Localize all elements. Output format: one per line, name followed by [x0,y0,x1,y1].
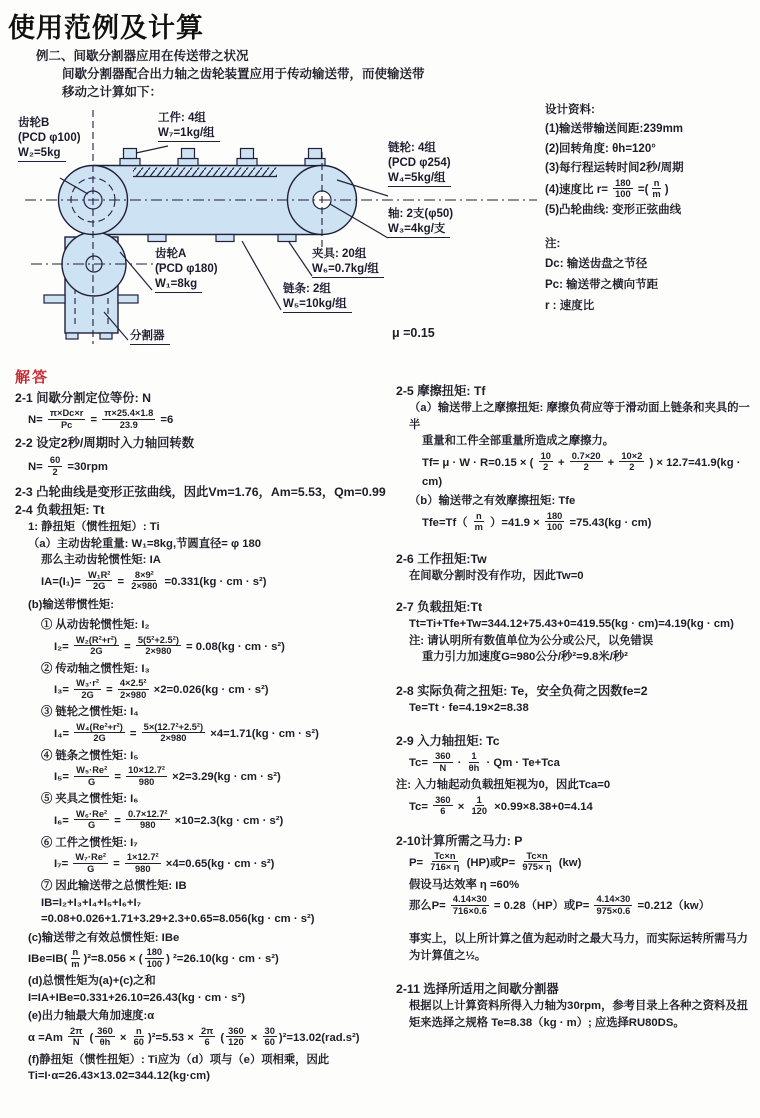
text-line: ① 从动齿轮惯性矩: I₂ [41,619,150,631]
section-heading: 2-10计算所需之马力: P [396,833,523,848]
fraction: $\frac{1}{\theta h}$ [468,751,480,773]
design-data-block [545,100,757,317]
text-line: 注: 请认明所有数值单位为公分或公尺，以免错误 [409,634,654,647]
section-heading: 2-4 负载扭矩: Tt [15,503,105,517]
text-line: ⑥ 工件之惯性矩: I₇ [41,836,138,849]
hatch-band [133,168,277,177]
clamp-tabs [148,235,296,242]
fraction: $\frac{\text{1×12.7²}}{980}$ [126,852,159,874]
label-clamp [312,247,384,278]
label-line: 分割器 [130,329,170,345]
section-heading: 2-8 实际负荷之扭矩: Te，安全负荷之因数fe=2 [396,683,648,698]
text-line: 为计算值之½。 [409,949,487,962]
text-line: N= $\frac{\pi\times Dc\times r}{Pc}$ = $\frac{\pi\times 25.4\times 1.8}{23.9}$ =6 [28,408,174,430]
text-line: N= $\frac{60}{2}$ =30rpm [28,455,108,477]
fraction: $\frac{\text{W₄(Re²+r²)}}{2G}$ [76,721,123,743]
text-line: IA=(I₁)= $\frac{\text{W₁R²}}{2G}$ = $\frac{\text{8×9²}}{2\times 980}$ =0.331(kg · cm · s²) [41,569,267,591]
text-line: （a）输送带上之摩擦扭矩: 摩擦负荷应等于滑动面上链条和夹具的一半 [409,402,750,431]
text-line: (f)静扭矩（惯性扭矩）: Ti应为（d）项与（e）项相乘，因此 [28,1053,330,1066]
text-line: I₃= $\frac{\text{W₃·r²}}{2G}$ = $\frac{\text{4×2.5²}}{2\times 980}$ ×2=0.026(kg · cm · s²) [54,678,269,700]
design-note-items [545,254,757,317]
label-line: 齿轮A [155,248,187,260]
fraction: $\frac{\text{W₃·r²}}{2G}$ [76,678,99,700]
text-line: 事实上，以上所计算之值为起动时之最大马力，而实际运转所需马力 [409,933,748,945]
label-line: W₇=1kg/组 [158,126,220,142]
label-line: 轴: 2支(φ50) [388,208,454,220]
fraction: $\frac{\text{5(5²+2.5²)}}{2\times 980}$ [137,634,179,656]
fraction: $\frac{\text{0.7×12.7²}}{980}$ [127,808,168,830]
label-line: W₅=10kg/组 [283,297,352,313]
text-line: 重量和工件全部重量所造成之摩擦力。 [422,435,615,447]
page-title: 使用范例及计算 [8,13,204,43]
label-line: W₁=8kg [155,277,202,293]
fraction: $\frac{4.14\times 30}{716\times 0.6}$ [452,894,487,916]
text-line: 注: 入力轴起动负载扭矩视为0，因此Tca=0 [396,779,611,791]
fraction: $\frac{180}{100}$ [146,947,163,969]
label-line: (PCD φ100) [18,132,81,144]
fraction: $\frac{360}{N}$ [435,751,451,773]
section-heading: 2-7 负载扭矩:Tt [396,600,483,614]
workpieces [120,149,325,166]
label-line: 链条: 2组 [283,283,331,295]
text-line: (c)输送带之有效总惯性矩: IBe [28,931,180,944]
label-line: W₄=5kg/组 [388,171,451,187]
text-line: Tfe=Tf（ $\frac{n}{m}$ ）=41.9 × $\frac{180}{100}$ =75.43(kg · cm) [422,510,652,532]
label-gear-b [18,116,81,162]
text-line: （a）主动齿轮重量: W₁=8kg,节圆直径= φ 180 [28,537,262,550]
text-line: 例二、间歇分割器应用在传送带之状况 [36,49,249,63]
fraction: $\frac{4.14\times 30}{975\times 0.6}$ [596,894,631,916]
section-heading: 2-3 凸轮曲线是变形正弦曲线，因此Vm=1.76，Am=5.53，Qm=0.99 [15,485,386,499]
section-heading: 2-6 工作扭矩:Tw [396,551,487,566]
label-line: (PCD φ254) [388,157,451,169]
fraction: $\frac{n}{m}$ [71,947,80,969]
text-line: ② 传动轴之惯性矩: I₃ [41,662,150,675]
fraction: $\frac{30}{60}$ [264,1025,275,1047]
text-line: I₅= $\frac{\text{W₅·Re²}}{G}$ = $\frac{\text{10×12.7²}}{980}$ ×2=3.29(kg · cm · s²) [54,765,281,787]
text-line: ⑤ 夹具之惯性矩: I₆ [41,793,139,805]
fraction: $\frac{\text{4×2.5²}}{2\times 980}$ [119,678,147,700]
conveyor-diagram [15,98,545,368]
fraction: $\frac{10}{2}$ [540,450,551,472]
text-line: IBe=IB( $\frac{n}{m}$ )²=8.056 × ( $\frac{180}{100}$ ) ²=26.10(kg · cm · s²) [28,947,279,969]
label-line: W₂=5kg [18,146,66,162]
fraction: $\frac{2\pi}{6}$ [200,1025,214,1047]
label-line: 夹具: 20组 [312,248,367,260]
label-line: 齿轮B [18,117,50,129]
section-heading: 2-2 设定2秒/周期时入力轴回转数 [15,436,195,450]
fraction: $\frac{n}{m}$ [652,177,661,199]
text-line: Tc= $\frac{360}{6}$ × $\frac{1}{120}$ ×0.99×8.38+0=4.14 [409,794,593,816]
text-line: I₆= $\frac{\text{W₆·Re²}}{G}$ = $\frac{\text{0.7×12.7²}}{980}$ ×10=2.3(kg · cm · s²) [54,808,284,830]
fraction: $\frac{\text{5×(12.7²+2.5²)}}{2\times 980}$ [143,721,204,743]
text-line: 移动之计算如下： [62,85,163,99]
fraction: $\frac{0.7\times 20}{2}$ [571,450,601,472]
text-line: 在间歇分割时没有作功，因此Tw=0 [409,569,584,582]
text-line: 间歇分割器配合出力轴之齿轮装置应用于传动输送带，而使输送带 [62,67,425,81]
fraction: $\frac{180}{100}$ [615,177,631,199]
text-line: (3)每行程运转时间2秒/周期 [545,162,684,174]
text-line: ④ 链条之惯性矩: I₅ [41,749,139,762]
solution-left-column [15,389,395,1085]
text-line: 那么P= $\frac{4.14\times 30}{716\times 0.6}$ = 0.28（HP）或P= $\frac{4.14\times 30}{975\times 0.6}$ =0.212（kw） [409,894,711,916]
fraction: $\frac{\pi\times Dc\times r}{Pc}$ [49,408,84,430]
fraction: $\frac{n}{60}$ [133,1025,144,1047]
fraction: $\frac{180}{100}$ [546,510,563,532]
text-line: 根据以上计算资料所得入力轴为30rpm，参考目录上各种之资料及扭 [409,1000,748,1012]
section-heading: 2-5 摩擦扭矩: Tf [396,384,486,398]
fraction: $\frac{360}{6}$ [435,794,451,816]
design-note-title: 注: [545,238,561,250]
fraction: $\frac{1}{120}$ [471,794,487,816]
text-line: r : 速度比 [545,300,595,312]
label-gear-a [155,247,218,293]
text-line: (1)输送带输送间距:239mm [545,123,684,135]
text-line: 矩来选择之规格 Te=8.38（kg · m）; 应选择RU80DS。 [409,1016,685,1029]
label-workpiece [158,111,220,142]
text-line: 那么主动齿轮惯性矩: IA [41,554,161,566]
text-line: （b）输送带之有效摩擦扭矩: Tfe [409,495,576,507]
label-line: W₆=0.7kg/组 [312,262,384,278]
text-line: I=IA+IBe=0.331+26.10=26.43(kg · cm · s²) [28,991,245,1004]
text-line: (4)速度比 r= $\frac{180}{100}$ =( $\frac{n}{m}$ ) [545,177,669,199]
text-line: (e)出力轴最大角加速度:α [28,1010,155,1022]
fraction: $\frac{360}{120}$ [228,1025,244,1047]
text-line: Te=Tt · fe=4.19×2=8.38 [409,701,529,714]
fraction: $\frac{\pi\times 25.4\times 1.8}{23.9}$ [104,408,154,430]
text-line: ⑦ 因此输送带之总惯性矩: IB [41,880,187,892]
label-line: (PCD φ180) [155,263,218,275]
text-line: Pc: 输送带之横向节距 [545,279,659,291]
text-line: (2)回转角度: θh=120° [545,142,656,155]
text-line: =0.08+0.026+1.71+3.29+2.3+0.65=8.056(kg · cm · s²) [41,913,315,925]
fraction: $\frac{\text{W₂(R²+r²)}}{2G}$ [75,634,117,656]
fraction: $\frac{\text{W₅·Re²}}{G}$ [76,765,108,787]
section-heading: 2-9 入力轴扭矩: Tc [396,734,500,748]
text-line: Tc= $\frac{360}{N}$ · $\frac{1}{\theta h}$ · Qm · Te+Tca [409,751,560,773]
text-line: Ti=I·α=26.43×13.02=344.12(kg·cm) [28,1070,210,1082]
fraction: $\frac{\text{8×9²}}{2\times 980}$ [131,569,158,591]
label-divider [130,329,170,345]
fraction: $\frac{10\times 2}{2}$ [621,450,643,472]
fraction: $\frac{\text{W₆·Re²}}{G}$ [76,808,108,830]
label-chain [283,282,352,313]
text-line: P= $\frac{Tc\times n}{716\times \eta}$ (HP)或P= $\frac{Tc\times n}{975\times \eta}$ (kw) [409,850,582,872]
fraction: $\frac{60}{2}$ [49,455,61,477]
section-heading: 2-1 间歇分割定位等份: N [15,391,151,405]
design-data-title: 设计资料: [545,104,595,116]
label-line: 工件: 4组 [158,112,206,124]
fraction: $\frac{2\pi}{N}$ [70,1025,83,1047]
text-line: (5)凸轮曲线: 变形正弦曲线 [545,203,682,216]
fraction: $\frac{\text{W₇·Re²}}{G}$ [75,852,106,874]
text-line: I₇= $\frac{\text{W₇·Re²}}{G}$ = $\frac{\text{1×12.7²}}{980}$ ×4=0.65(kg · cm · s²) [54,852,275,874]
label-shaft [388,207,453,238]
text-line: I₄= $\frac{\text{W₄(Re²+r²)}}{2G}$ = $\frac{\text{5×(12.7²+2.5²)}}{2\times 980}$ ×4=1.71(kg · cm · s²) [54,721,319,743]
label-line: W₃=4kg/支 [388,222,450,238]
text-line: Tt=Ti+Tfe+Tw=344.12+75.43+0=419.55(kg · cm)=4.19(kg · cm) [409,618,734,630]
fraction: $\frac{\text{W₁R²}}{2G}$ [87,569,111,591]
text-line: I₂= $\frac{\text{W₂(R²+r²)}}{2G}$ = $\frac{\text{5(5²+2.5²)}}{2\times 980}$ = 0.08(kg · cm · s²) [54,634,285,656]
mu-value: μ =0.15 [392,326,435,340]
text-line: (b)输送带惯性矩: [28,598,114,611]
text-line: Dc: 输送齿盘之节径 [545,258,648,270]
design-data-items [545,120,757,220]
label-line: 链轮: 4组 [388,142,436,154]
intro-paragraph [36,47,425,101]
label-sprocket [388,141,451,187]
fraction: $\frac{\text{10×12.7²}}{980}$ [128,765,166,787]
text-line: IB=I₂+I₃+I₄+I₅+I₆+I₇ [41,896,142,909]
answer-heading: 解答 [15,369,50,386]
fraction: $\frac{Tc\times n}{975\times \eta}$ [522,850,552,872]
fraction: $\frac{360}{\theta h}$ [97,1025,113,1047]
text-line: Tf= μ · W · R=0.15 × ( $\frac{10}{2}$ + $\frac{0.7\times 20}{2}$ + $\frac{10\times 2}{2}$ ) × 12.7=41.9(kg · cm) [422,450,741,488]
text-line: 假设马达效率 η =60% [409,878,520,891]
text-line: 1: 静扭矩（惯性扭矩）: Ti [28,521,160,533]
text-line: (d)总惯性矩为(a)+(c)之和 [28,975,156,987]
solution-right-column [396,382,758,1031]
fraction: $\frac{n}{m}$ [474,510,483,532]
text-line: α =Am $\frac{2\pi}{N}$ ( $\frac{360}{\theta h}$ × $\frac{n}{60}$ )²=5.53 × $\frac{2\pi}{6}$ ( $\frac{360}{120}$ × $\frac{30}{60}$ )²=13.02(rad.s²) [28,1025,360,1047]
section-heading: 2-11 选择所适用之间歇分割器 [396,982,559,996]
text-line: 重力引力加速度G=980公分/秒²=9.8米/秒² [422,651,628,663]
fraction: $\frac{Tc\times n}{716\times \eta}$ [430,850,460,872]
text-line: ③ 链轮之惯性矩: I₄ [41,706,139,718]
